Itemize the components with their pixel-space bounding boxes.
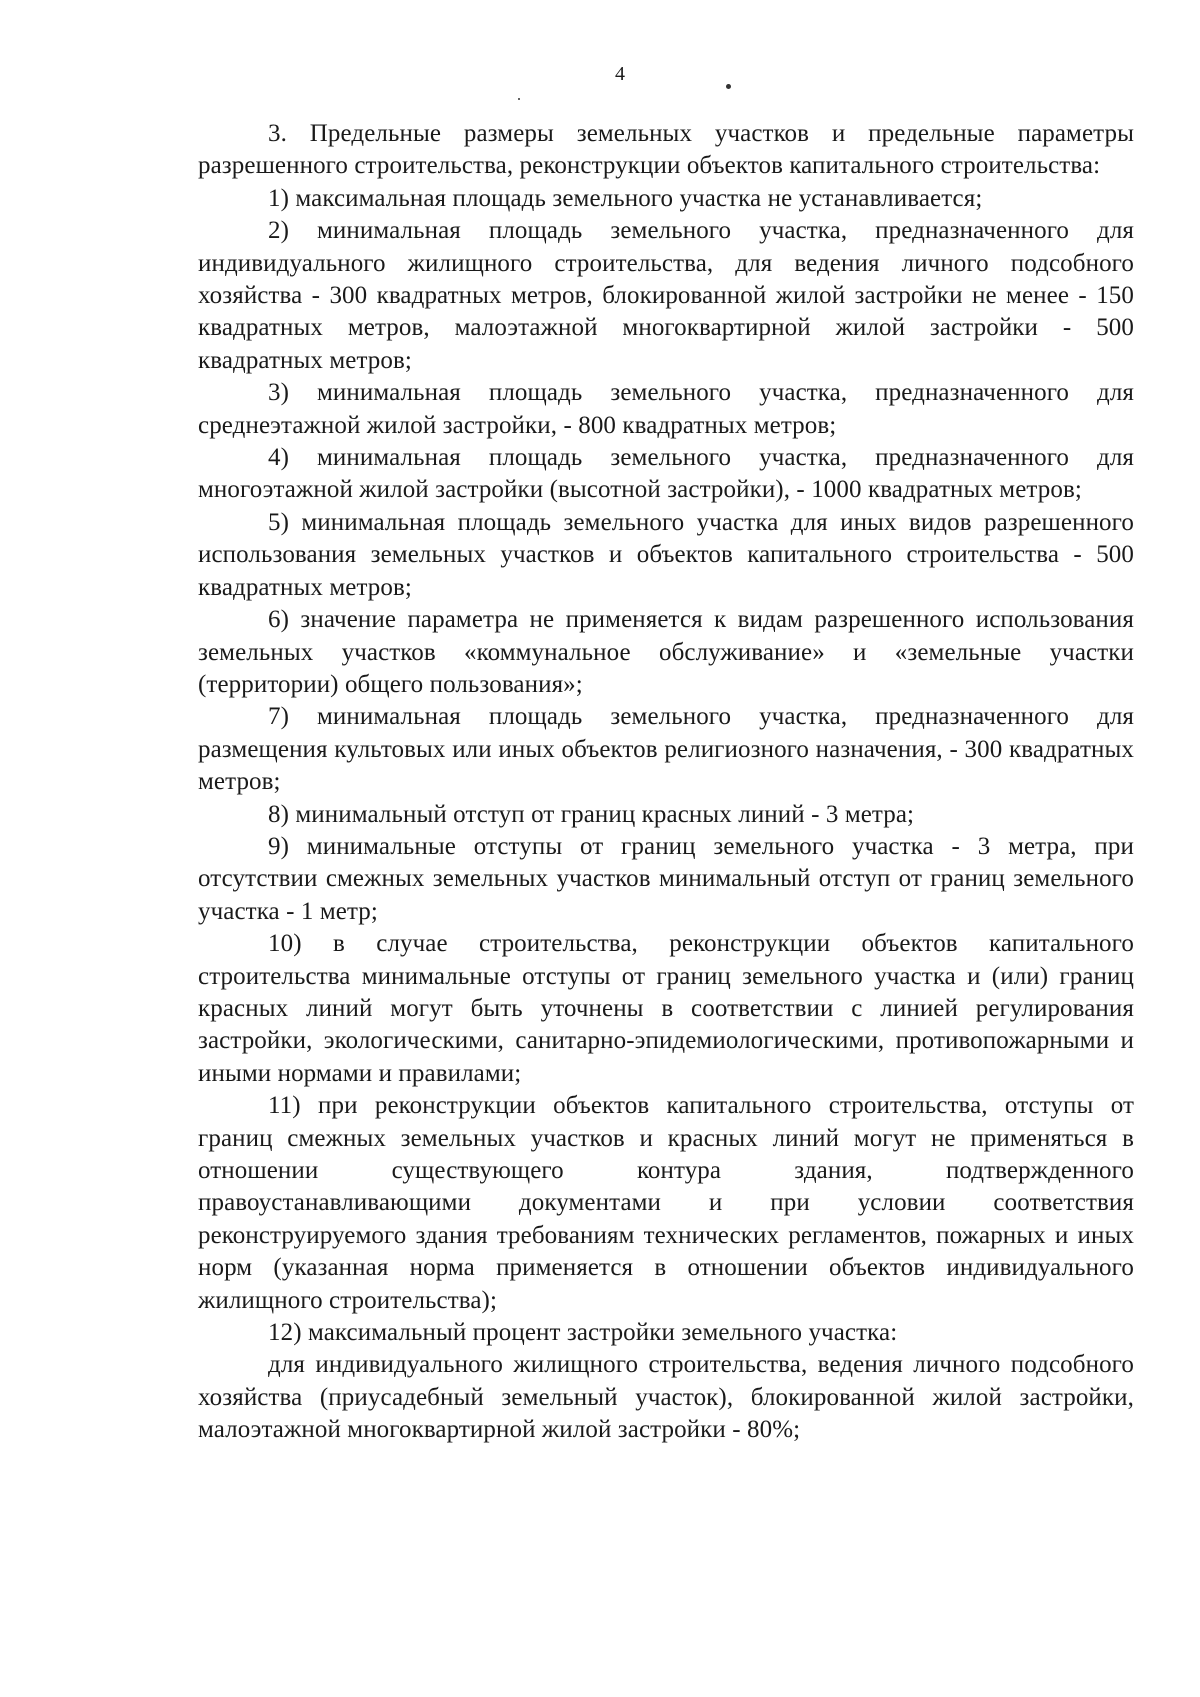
list-item-1: 1) максимальная площадь земельного участка не устанавливается; xyxy=(268,184,983,212)
scan-speck xyxy=(518,98,520,100)
section-heading: 3. Предельные размеры земельных участков и предельные параметры разрешенного строительства, реконструкции объектов капитального строительства: xyxy=(198,120,1134,180)
list-item-2: 2) минимальная площадь земельного участка, предназначенного для индивидуального жилищного строительства, для ведения личного подсобного хозяйства - 300 квадратных метров, блокированной жилой застройки не менее - 150 квадратных метров, малоэтажной многоквартирной жилой застройки - 500 квадратных метров; xyxy=(198,217,1134,374)
list-item-9: 9) минимальные отступы от границ земельного участка - 3 метра, при отсутствии смежных земельных участков минимальный отступ от границ земельного участка - 1 метр; xyxy=(198,832,1134,925)
page-number: 4 xyxy=(615,63,625,85)
list-item-7: 7) минимальная площадь земельного участка, предназначенного для размещения культовых или иных объектов религиозного назначения, - 300 квадратных метров; xyxy=(198,703,1134,796)
list-item-6: 6) значение параметра не применяется к видам разрешенного использования земельных участков «коммунальное обслуживание» и «земельные участки (территории) общего пользования»; xyxy=(198,606,1134,698)
document-body xyxy=(198,118,1134,1447)
list-item-10: 10) в случае строительства, реконструкции объектов капитального строительства минимальные отступы от границ земельного участка и (или) границ красных линий могут быть уточнены в соответствии с линией регулирования застройки, экологическими, санитарно-эпидемиологическими, противопожарными и иными нормами и правилами; xyxy=(198,930,1134,1087)
list-item-4: 4) минимальная площадь земельного участка, предназначенного для многоэтажной жилой застройки (высотной застройки), - 1000 квадратных метров; xyxy=(198,444,1134,504)
list-item-8: 8) минимальный отступ от границ красных линий - 3 метра; xyxy=(268,800,915,828)
list-item-11: 11) при реконструкции объектов капитального строительства, отступы от границ смежных земельных участков и красных линий могут не применяться в отношении существующего контура здания, подтвержденного правоустанавливающими документами и при условии соответствия реконструируемого здания требованиям технических регламентов, пожарных и иных норм (указанная норма применяется в отношении объектов индивидуального жилищного строительства); xyxy=(198,1092,1134,1314)
scan-speck xyxy=(726,84,731,89)
list-item-3: 3) минимальная площадь земельного участка, предназначенного для среднеэтажной жилой застройки, - 800 квадратных метров; xyxy=(198,379,1134,439)
list-item-12: 12) максимальный процент застройки земельного участка: xyxy=(268,1319,898,1347)
list-item-5: 5) минимальная площадь земельного участка для иных видов разрешенного использования земельных участков и объектов капитального строительства - 500 квадратных метров; xyxy=(198,508,1134,601)
list-item-12-subitem: для индивидуального жилищного строительства, ведения личного подсобного хозяйства (приусадебный земельный участок), блокированной жилой застройки, малоэтажной многоквартирной жилой застройки - 80%; xyxy=(198,1351,1134,1444)
